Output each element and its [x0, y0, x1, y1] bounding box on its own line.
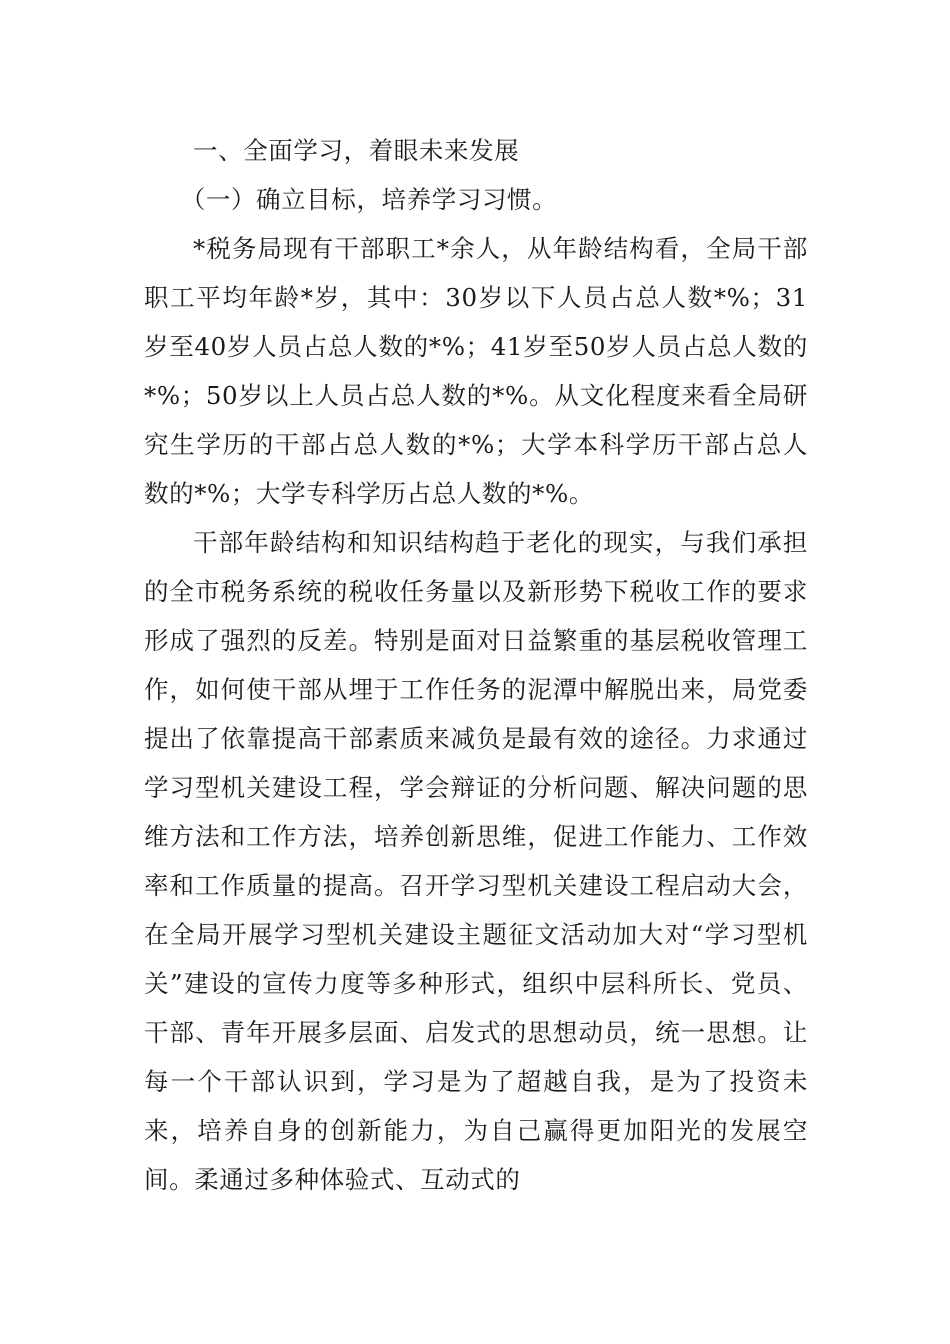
- section-heading: 一、全面学习，着眼未来发展: [193, 136, 520, 165]
- subsection-heading: （一）确立目标，培养学习习惯。: [180, 185, 558, 214]
- paragraph-staff-statistics: *税务局现有干部职工*余人，从年龄结构看，全局干部职工平均年龄*岁，其中：30岁以下人员占总人数*%；31岁至40岁人员占总人数的*%；41岁至50岁人员占总人数的*%；50岁以上人员占总人数的*%。从文化程度来看全局研究生学历的干部占总人数的*%；大学本科学历干部占总人数的*%；大学专科学历占总人数的*%。: [144, 234, 808, 508]
- document-body: [144, 126, 808, 1204]
- paragraph-learning-organization: 干部年龄结构和知识结构趋于老化的现实，与我们承担的全市税务系统的税收任务量以及新形势下税收工作的要求形成了强烈的反差。特别是面对日益繁重的基层税收管理工作，如何使干部从埋于工作任务的泥潭中解脱出来，局党委提出了依靠提高干部素质来减负是最有效的途径。力求通过学习型机关建设工程，学会辩证的分析问题、解决问题的思维方法和工作方法，培养创新思维，促进工作能力、工作效率和工作质量的提高。召开学习型机关建设工程启动大会，在全局开展学习型机关建设主题征文活动加大对“学习型机关”建设的宣传力度等多种形式，组织中层科所长、党员、干部、青年开展多层面、启发式的思想动员，统一思想。让每一个干部认识到，学习是为了超越自我，是为了投资未来，培养自身的创新能力，为自己赢得更加阳光的发展空间。柔通过多种体验式、互动式的: [144, 528, 808, 1194]
